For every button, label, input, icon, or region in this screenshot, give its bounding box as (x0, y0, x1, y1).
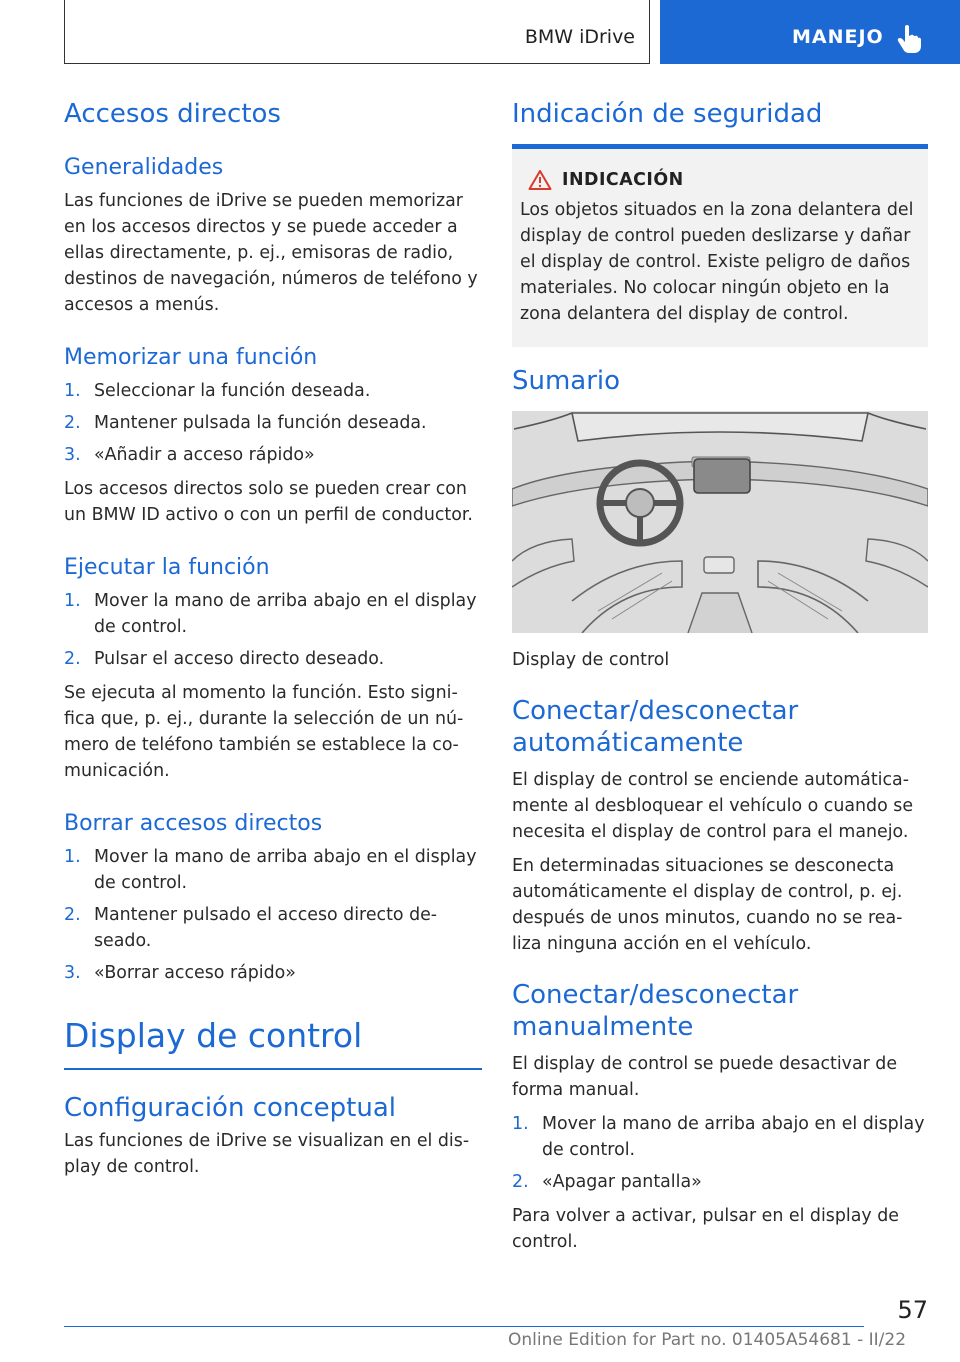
heading-sumario: Sumario (512, 366, 621, 396)
list-item: 1. Mover la mano de arriba abajo en el display de control. (64, 591, 477, 637)
list-item: 2. Pulsar el acceso directo deseado. (64, 649, 385, 669)
heading-accesos-directos: Accesos directos (64, 99, 281, 129)
footer-edition: Online Edition for Part no. 01405A54681 - II/22 (508, 1330, 907, 1350)
list-item: 1. Mover la mano de arriba abajo en el display de control. (512, 1114, 925, 1160)
paragraph-manual: El display de control se puede desactivar de forma manual. (512, 1054, 898, 1100)
header-left (64, 0, 650, 64)
page-number: 57 (897, 1296, 928, 1324)
paragraph-manual-2: Para volver a activar, pulsar en el display de control. (512, 1206, 899, 1252)
heading-borrar: Borrar accesos directos (64, 811, 323, 836)
heading-ejecutar: Ejecutar la función (64, 555, 270, 580)
paragraph-automatico-1: El display de control se enciende automática‐mente al desbloquear el vehículo o cuando se necesita el display de control para el manejo. (512, 770, 914, 842)
heading-display-de-control: Display de control (64, 1016, 363, 1055)
header-brand: BMW iDrive (524, 26, 635, 48)
hand-pointer-icon (896, 24, 922, 54)
list-ejecutar (64, 588, 482, 672)
list-memorizar (64, 378, 482, 468)
notice-label: INDICACIÓN (562, 170, 684, 190)
list-item: 3. «Añadir a acceso rápido» (64, 445, 315, 465)
paragraph-ejecutar: Se ejecuta al momento la función. Esto signi‐fica que, p. ej., durante la selección de un nú‐mero de teléfono también se establece la co‐municación. (64, 683, 464, 781)
heading-indicacion: Indicación de seguridad (512, 99, 823, 129)
heading-configuracion: Configuración conceptual (64, 1093, 396, 1123)
header-section-tab[interactable] (660, 0, 960, 64)
paragraph-memorizar: Los accesos directos solo se pueden crear con un BMW ID activo o con un perfil de conductor. (64, 479, 473, 525)
section-rule (64, 1068, 482, 1070)
left-column (64, 98, 482, 1180)
notice-box (512, 144, 928, 347)
right-column (512, 98, 928, 1255)
list-item: 2. Mantener pulsado el acceso directo de‐seado. (64, 905, 438, 951)
paragraph-configuracion: Las funciones de iDrive se visualizan en el dis‐play de control. (64, 1131, 470, 1177)
notice-header (528, 169, 920, 191)
footer-rule (64, 1326, 864, 1327)
list-manual (512, 1111, 928, 1195)
paragraph-generalidades: Las funciones de iDrive se pueden memorizar en los accesos directos y se puede acceder a ellas directamente, p. ej., emisoras de radio, destinos de navegación, números de teléfono y accesos a menús. (64, 191, 478, 315)
list-item: 3. «Borrar acceso rápido» (64, 963, 296, 983)
paragraph-automatico-2: En determinadas situaciones se desconecta automáticamente el display de control, p. ej. después de unos minutos, cuando no se rea‐liza ninguna acción en el vehículo. (512, 856, 903, 954)
heading-automatico: Conectar/desconectar automáticamente (512, 696, 799, 758)
warning-triangle-icon (528, 169, 552, 191)
heading-memorizar: Memorizar una función (64, 345, 318, 370)
dashboard-illustration (512, 411, 928, 633)
list-item: 1. Mover la mano de arriba abajo en el display de control. (64, 847, 477, 893)
header-section-title: MANEJO (792, 26, 884, 48)
heading-generalidades: Generalidades (64, 155, 224, 180)
list-item: 2. «Apagar pantalla» (512, 1172, 702, 1192)
list-item: 1. Seleccionar la función deseada. (64, 381, 371, 401)
list-borrar (64, 844, 482, 986)
notice-text: Los objetos situados en la zona delantera del display de control pueden deslizarse y dañar el display de control. Existe peligro de daños materiales. No colocar ningún objeto en la zona delantera del display de control. (520, 200, 914, 324)
list-item: 2. Mantener pulsada la función deseada. (64, 413, 427, 433)
figure-caption: Display de control (512, 650, 670, 670)
heading-manual: Conectar/desconectar manualmente (512, 980, 799, 1042)
